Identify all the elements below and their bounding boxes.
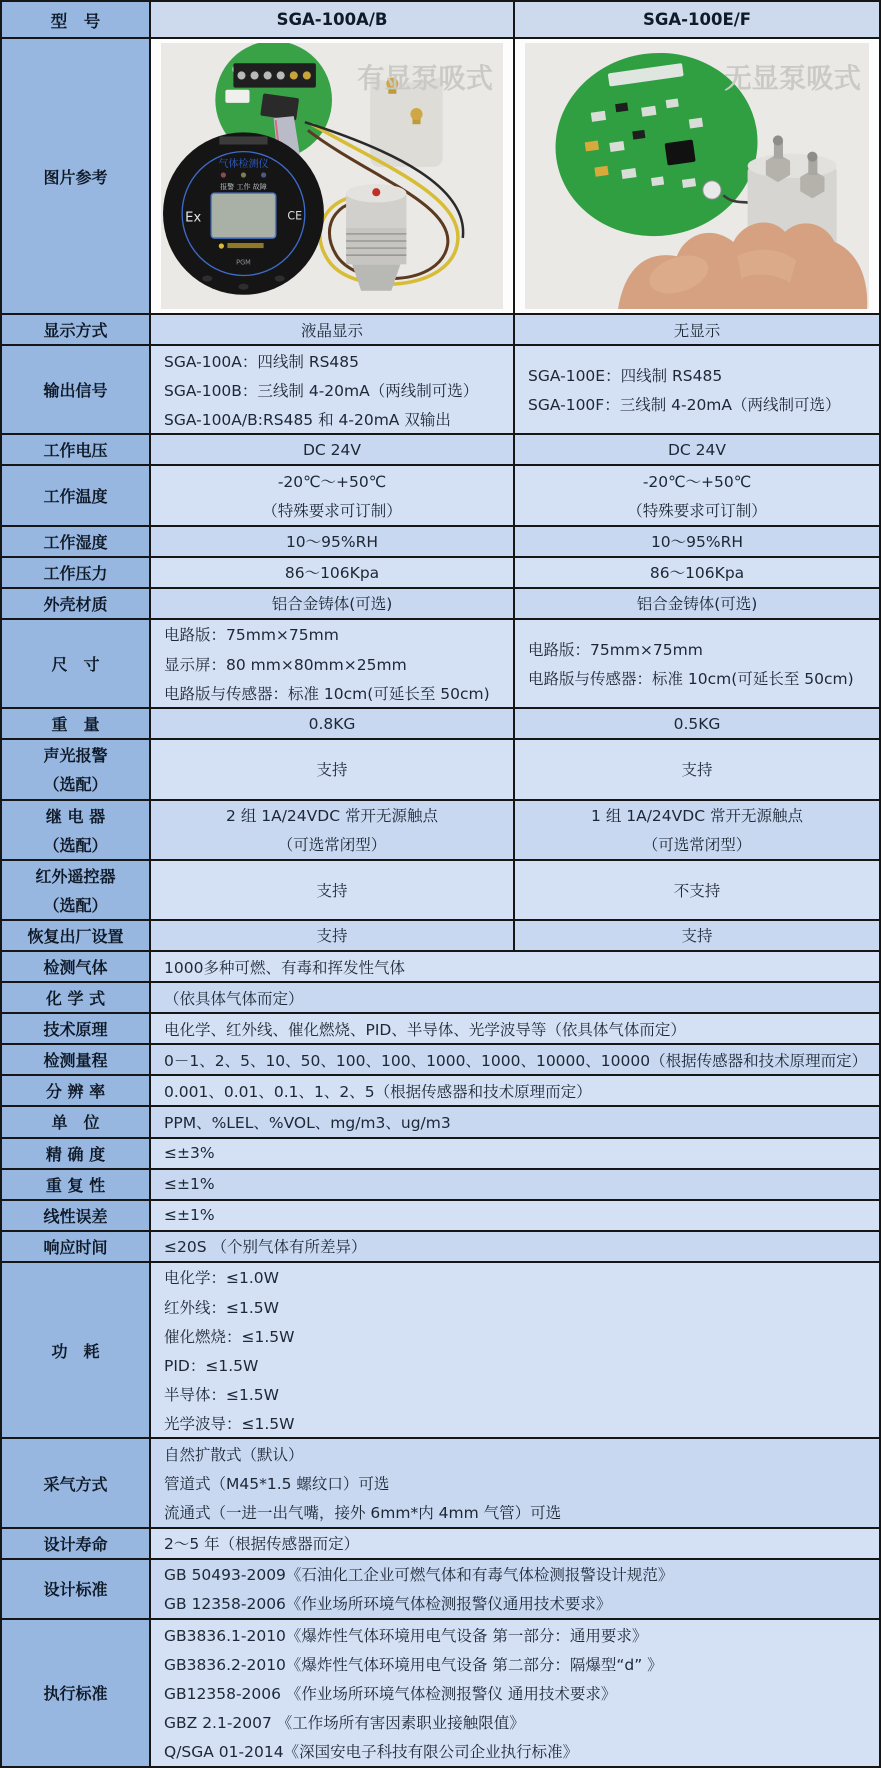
spec-row-7-value-a-line: 显示屏：80 mm×80mm×25mm bbox=[164, 655, 407, 674]
spec-row-9-value-a-cell bbox=[151, 740, 515, 798]
spec-row-10-value-b-line: （可选常闭型） bbox=[642, 836, 752, 855]
right-photo-watermark: 无显泵吸式 bbox=[724, 63, 861, 95]
spec-row-6-label-cell bbox=[2, 589, 151, 618]
spec-row-17-label-cell bbox=[2, 1076, 151, 1105]
spec-row-7-value-a-cell bbox=[151, 620, 515, 707]
spec-row-15-label-line: 技术原理 bbox=[43, 1020, 108, 1040]
spec-row-17 bbox=[2, 1076, 879, 1107]
pgm-text: PGM bbox=[236, 258, 251, 267]
spec-row-22 bbox=[2, 1232, 879, 1263]
left-photo-watermark: 有显泵吸式 bbox=[357, 63, 493, 95]
spec-row-2-value-b-line: DC 24V bbox=[667, 440, 726, 459]
header-model-a: SGA-100A/B bbox=[276, 10, 388, 29]
header-model-a-cell bbox=[151, 2, 515, 37]
spec-row-3-value-b-line: -20℃～+50℃ bbox=[642, 473, 752, 492]
spec-row-9-label-cell bbox=[2, 740, 151, 798]
spec-row-24-label-cell bbox=[2, 1439, 151, 1526]
spec-row-8-label-cell bbox=[2, 709, 151, 738]
spec-row-1-label-line: 输出信号 bbox=[43, 381, 108, 401]
spec-row-10-value-b-cell bbox=[515, 801, 879, 859]
spec-row-26-value-line: GB 12358-2006《作业场所环境气体检测报警仪通用技术要求》 bbox=[164, 1595, 612, 1614]
spec-row-3-value-a-line: -20℃～+50℃ bbox=[277, 473, 387, 492]
spec-row-0-value-a-cell bbox=[151, 315, 515, 344]
spec-row-16-label-cell bbox=[2, 1045, 151, 1074]
spec-row-9-value-b-line: 支持 bbox=[681, 761, 713, 780]
spec-row-5-value-b-line: 86～106Kpa bbox=[649, 564, 745, 583]
photo-right-illustration bbox=[525, 43, 869, 309]
spec-row-24-label-line: 采气方式 bbox=[43, 1474, 108, 1494]
spec-row-22-label-cell bbox=[2, 1232, 151, 1261]
spec-row-18-value-line: PPM、%LEL、%VOL、mg/m3、ug/m3 bbox=[164, 1113, 451, 1132]
spec-row-23-label-line: 功 耗 bbox=[51, 1341, 100, 1361]
spec-row-6-label-line: 外壳材质 bbox=[43, 594, 108, 614]
spec-row-10 bbox=[2, 801, 879, 861]
spec-row-1-value-a-cell bbox=[151, 346, 515, 433]
spec-row-2-label-line: 工作电压 bbox=[43, 441, 108, 461]
photo-cell-left bbox=[151, 39, 515, 313]
spec-row-20 bbox=[2, 1170, 879, 1201]
spec-row-12-label-line: 恢复出厂设置 bbox=[27, 926, 124, 946]
spec-row-7-value-a-line: 电路版与传感器：标准 10cm(可延长至 50cm) bbox=[164, 684, 490, 703]
spec-row-13-value-line: 1000多种可燃、有毒和挥发性气体 bbox=[164, 958, 405, 977]
spec-row-20-label-cell bbox=[2, 1170, 151, 1199]
spec-row-24-value-line: 管道式（M45*1.5 螺纹口）可选 bbox=[164, 1475, 390, 1494]
spec-row-1-value-b-line: SGA-100E：四线制 RS485 bbox=[528, 367, 723, 386]
spec-row-15-value-cell bbox=[151, 1014, 879, 1043]
spec-row-24-value-line: 流通式（一进一出气嘴，接外 6mm*内 4mm 气管）可选 bbox=[164, 1504, 562, 1523]
spec-row-23-value-line: 光学波导：≤1.5W bbox=[164, 1414, 295, 1433]
spec-row-3-value-b-cell bbox=[515, 466, 879, 524]
spec-row-0-value-b-cell bbox=[515, 315, 879, 344]
spec-row-22-value-cell bbox=[151, 1232, 879, 1261]
spec-row-12-value-b-line: 支持 bbox=[681, 927, 713, 946]
spec-row-25 bbox=[2, 1529, 879, 1560]
spec-row-10-label-cell bbox=[2, 801, 151, 859]
spec-row-12-value-a-line: 支持 bbox=[316, 927, 348, 946]
detector-title-text: 气体检测仪 bbox=[218, 158, 269, 170]
spec-row-6-value-b-line: 铝合金铸体(可选) bbox=[636, 595, 758, 614]
spec-row-10-value-b-line: 1 组 1A/24VDC 常开无源触点 bbox=[591, 807, 803, 826]
spec-row-3-value-a-cell bbox=[151, 466, 515, 524]
spec-row-8 bbox=[2, 709, 879, 740]
spec-row-21-value-cell bbox=[151, 1201, 879, 1230]
spec-row-27-value-cell bbox=[151, 1620, 879, 1765]
spec-row-16-value-line: 0－1、2、5、10、50、100、100、1000、1000、10000、10000（根据传感器和技术原理而定） bbox=[164, 1051, 868, 1070]
ce-mark: CE bbox=[287, 209, 303, 223]
spec-row-6-value-b-cell bbox=[515, 589, 879, 618]
spec-row-0-value-b-line: 无显示 bbox=[673, 321, 721, 340]
spec-row-0-label-cell bbox=[2, 315, 151, 344]
spec-row-7-label-line: 尺 寸 bbox=[51, 655, 100, 675]
spec-row-1-value-b-cell bbox=[515, 346, 879, 433]
spec-row-2-value-b-cell bbox=[515, 435, 879, 464]
spec-row-27-value-line: Q/SGA 01-2014《深国安电子科技有限公司企业执行标准》 bbox=[164, 1742, 579, 1761]
spec-row-12-value-a-cell bbox=[151, 921, 515, 950]
spec-row-10-value-a-line: （可选常闭型） bbox=[277, 836, 387, 855]
spec-row-24-value-line: 自然扩散式（默认） bbox=[164, 1446, 304, 1465]
spec-row-27 bbox=[2, 1620, 879, 1765]
spec-row-3-value-b-line: （特殊要求可订制） bbox=[627, 502, 767, 521]
spec-row-23-label-cell bbox=[2, 1263, 151, 1438]
spec-row-25-value-line: 2～5 年（根据传感器而定） bbox=[164, 1535, 360, 1554]
spec-row-16 bbox=[2, 1045, 879, 1076]
spec-row-0-label-line: 显示方式 bbox=[43, 321, 108, 341]
spec-row-26-value-cell bbox=[151, 1560, 879, 1618]
detector-led-labels: 报警 工作 故障 bbox=[220, 182, 267, 192]
photo-left-illustration bbox=[161, 43, 503, 309]
spec-row-1-value-a-line: SGA-100A/B:RS485 和 4-20mA 双输出 bbox=[164, 410, 451, 429]
spec-row-20-label-line: 重 复 性 bbox=[45, 1175, 106, 1195]
spec-row-15-value-line: 电化学、红外线、催化燃烧、PID、半导体、光学波导等（依具体气体而定） bbox=[164, 1020, 686, 1039]
spec-row-16-value-cell bbox=[151, 1045, 879, 1074]
photo-cell-right bbox=[515, 39, 879, 313]
spec-row-13 bbox=[2, 952, 879, 983]
spec-row-18-label-cell bbox=[2, 1107, 151, 1136]
spec-row-2-value-a-line: DC 24V bbox=[302, 440, 361, 459]
spec-row-4-value-b-line: 10～95%RH bbox=[650, 533, 744, 552]
spec-row-15-label-cell bbox=[2, 1014, 151, 1043]
spec-row-11-value-b-cell bbox=[515, 861, 879, 919]
spec-row-18-value-cell bbox=[151, 1107, 879, 1136]
spec-row-26 bbox=[2, 1560, 879, 1620]
image-row-label-cell bbox=[2, 39, 151, 313]
spec-row-7-value-b-cell bbox=[515, 620, 879, 707]
spec-row-17-value-cell bbox=[151, 1076, 879, 1105]
spec-row-5 bbox=[2, 558, 879, 589]
spec-row-4 bbox=[2, 527, 879, 558]
spec-row-9 bbox=[2, 740, 879, 800]
spec-row-19-value-cell bbox=[151, 1139, 879, 1168]
spec-row-18-label-line: 单 位 bbox=[51, 1113, 100, 1133]
spec-row-8-value-b-cell bbox=[515, 709, 879, 738]
spec-row-13-value-cell bbox=[151, 952, 879, 981]
spec-row-19 bbox=[2, 1139, 879, 1170]
spec-row-19-value-line: ≤±3% bbox=[164, 1144, 215, 1163]
spec-row-1-value-a-line: SGA-100B：三线制 4-20mA（两线制可选） bbox=[164, 381, 479, 400]
spec-row-1 bbox=[2, 346, 879, 435]
spec-row-23-value-line: 半导体：≤1.5W bbox=[164, 1385, 279, 1404]
spec-row-17-value-line: 0.001、0.01、0.1、1、2、5（根据传感器和技术原理而定） bbox=[164, 1082, 592, 1101]
spec-row-14-label-line: 化 学 式 bbox=[45, 989, 106, 1009]
spec-row-19-label-line: 精 确 度 bbox=[45, 1144, 106, 1164]
spec-row-5-value-a-line: 86～106Kpa bbox=[284, 564, 380, 583]
spec-row-24-value-cell bbox=[151, 1439, 879, 1526]
spec-row-14-value-cell bbox=[151, 983, 879, 1012]
spec-row-23-value-line: 红外线：≤1.5W bbox=[164, 1298, 279, 1317]
spec-row-11-value-b-line: 不支持 bbox=[673, 881, 721, 900]
spec-row-10-label-line: 继 电 器 bbox=[45, 806, 106, 826]
spec-row-13-label-cell bbox=[2, 952, 151, 981]
spec-row-8-label-line: 重 量 bbox=[51, 715, 100, 735]
spec-row-1-value-b-line: SGA-100F：三线制 4-20mA（两线制可选） bbox=[528, 396, 841, 415]
spec-row-27-label-cell bbox=[2, 1620, 151, 1765]
spec-row-7 bbox=[2, 620, 879, 709]
header-model-label: 型 号 bbox=[50, 11, 101, 31]
spec-row-23-value-line: 催化燃烧：≤1.5W bbox=[164, 1327, 295, 1346]
spec-row-0 bbox=[2, 315, 879, 346]
spec-row-12-value-b-cell bbox=[515, 921, 879, 950]
spec-row-27-label-line: 执行标准 bbox=[43, 1684, 108, 1704]
spec-row-11 bbox=[2, 861, 879, 921]
detector-face-icon bbox=[163, 132, 324, 294]
spec-row-16-label-line: 检测量程 bbox=[43, 1051, 108, 1071]
spec-row-24 bbox=[2, 1439, 879, 1528]
spec-row-6-value-a-line: 铝合金铸体(可选) bbox=[271, 595, 393, 614]
spec-row-25-label-line: 设计寿命 bbox=[43, 1534, 108, 1554]
spec-row-18 bbox=[2, 1107, 879, 1138]
spec-row-27-value-line: GB3836.2-2010《爆炸性气体环境用电气设备 第二部分：隔爆型“d” 》 bbox=[164, 1655, 663, 1674]
spec-row-7-value-b-line: 电路版：75mm×75mm bbox=[528, 641, 703, 660]
spec-row-1-value-a-line: SGA-100A：四线制 RS485 bbox=[164, 352, 360, 371]
spec-row-17-label-line: 分 辨 率 bbox=[45, 1082, 106, 1102]
spec-row-9-label-line: （选配） bbox=[43, 775, 108, 795]
spec-row-5-value-a-cell bbox=[151, 558, 515, 587]
spec-row-7-value-b-line: 电路版与传感器：标准 10cm(可延长至 50cm) bbox=[528, 670, 854, 689]
product-photo-sga100ef bbox=[525, 43, 869, 309]
spec-row-20-value-cell bbox=[151, 1170, 879, 1199]
spec-row-9-value-a-line: 支持 bbox=[316, 761, 348, 780]
spec-row-6 bbox=[2, 589, 879, 620]
spec-row-23-value-line: 电化学：≤1.0W bbox=[164, 1269, 279, 1288]
spec-row-12-label-cell bbox=[2, 921, 151, 950]
spec-row-14-label-cell bbox=[2, 983, 151, 1012]
spec-row-26-label-line: 设计标准 bbox=[43, 1580, 108, 1600]
spec-row-2-label-cell bbox=[2, 435, 151, 464]
spec-row-3-label-line: 工作温度 bbox=[43, 487, 108, 507]
header-row bbox=[2, 2, 879, 39]
spec-row-4-label-line: 工作湿度 bbox=[43, 532, 108, 552]
spec-row-23 bbox=[2, 1263, 879, 1440]
product-photo-sga100ab bbox=[161, 43, 503, 309]
spec-row-10-value-a-cell bbox=[151, 801, 515, 859]
spec-row-5-value-b-cell bbox=[515, 558, 879, 587]
spec-row-11-label-line: 红外遥控器 bbox=[35, 866, 116, 886]
spec-row-12 bbox=[2, 921, 879, 952]
spec-row-14-value-line: （依具体气体而定） bbox=[164, 989, 304, 1008]
header-model-b-cell bbox=[515, 2, 879, 37]
spec-row-3 bbox=[2, 466, 879, 526]
spec-row-21-label-line: 线性误差 bbox=[43, 1206, 108, 1226]
spec-row-9-value-b-cell bbox=[515, 740, 879, 798]
spec-row-4-value-b-cell bbox=[515, 527, 879, 556]
spec-row-8-value-a-cell bbox=[151, 709, 515, 738]
spec-row-4-label-cell bbox=[2, 527, 151, 556]
spec-row-15 bbox=[2, 1014, 879, 1045]
spec-row-27-value-line: GB12358-2006 《作业场所环境气体检测报警仪 通用技术要求》 bbox=[164, 1684, 617, 1703]
spec-row-25-label-cell bbox=[2, 1529, 151, 1558]
spec-row-7-value-a-line: 电路版：75mm×75mm bbox=[164, 626, 339, 645]
spec-row-10-value-a-line: 2 组 1A/24VDC 常开无源触点 bbox=[226, 807, 438, 826]
spec-row-22-value-line: ≤20S （个别气体有所差异） bbox=[164, 1238, 367, 1257]
spec-row-8-value-a-line: 0.8KG bbox=[308, 714, 356, 733]
spec-row-22-label-line: 响应时间 bbox=[43, 1237, 108, 1257]
spec-row-4-value-a-line: 10～95%RH bbox=[285, 533, 379, 552]
spec-row-11-value-a-cell bbox=[151, 861, 515, 919]
spec-row-19-label-cell bbox=[2, 1139, 151, 1168]
spec-row-2-value-a-cell bbox=[151, 435, 515, 464]
image-row-label: 图片参考 bbox=[43, 167, 108, 187]
header-model-label-cell bbox=[2, 2, 151, 37]
spec-row-11-label-line: （选配） bbox=[43, 895, 108, 915]
spec-row-1-label-cell bbox=[2, 346, 151, 433]
spec-row-2 bbox=[2, 435, 879, 466]
spec-row-8-value-b-line: 0.5KG bbox=[673, 714, 721, 733]
ex-mark: Ex bbox=[185, 210, 202, 226]
spec-row-14 bbox=[2, 983, 879, 1014]
spec-row-11-label-cell bbox=[2, 861, 151, 919]
spec-row-21-value-line: ≤±1% bbox=[164, 1206, 215, 1225]
spec-row-11-value-a-line: 支持 bbox=[316, 881, 348, 900]
spec-row-20-value-line: ≤±1% bbox=[164, 1175, 215, 1194]
spec-row-0-value-a-line: 液晶显示 bbox=[300, 321, 363, 340]
spec-row-10-label-line: （选配） bbox=[43, 835, 108, 855]
spec-row-13-label-line: 检测气体 bbox=[43, 958, 108, 978]
spec-row-9-label-line: 声光报警 bbox=[43, 746, 108, 766]
spec-row-3-value-a-line: （特殊要求可订制） bbox=[262, 502, 402, 521]
spec-row-26-value-line: GB 50493-2009《石油化工企业可燃气体和有毒气体检测报警设计规范》 bbox=[164, 1566, 674, 1585]
spec-row-27-value-line: GB3836.1-2010《爆炸性气体环境用电气设备 第一部分：通用要求》 bbox=[164, 1626, 648, 1645]
spec-row-25-value-cell bbox=[151, 1529, 879, 1558]
spec-row-27-value-line: GBZ 2.1-2007 《工作场所有害因素职业接触限值》 bbox=[164, 1713, 525, 1732]
spec-row-4-value-a-cell bbox=[151, 527, 515, 556]
spec-rows bbox=[2, 315, 879, 1766]
spec-row-7-label-cell bbox=[2, 620, 151, 707]
spec-row-26-label-cell bbox=[2, 1560, 151, 1618]
image-reference-row bbox=[2, 39, 879, 315]
spec-row-21 bbox=[2, 1201, 879, 1232]
spec-row-6-value-a-cell bbox=[151, 589, 515, 618]
spec-row-5-label-line: 工作压力 bbox=[43, 563, 108, 583]
spec-row-3-label-cell bbox=[2, 466, 151, 524]
spec-row-23-value-line: PID：≤1.5W bbox=[164, 1356, 259, 1375]
spec-row-5-label-cell bbox=[2, 558, 151, 587]
spec-row-23-value-cell bbox=[151, 1263, 879, 1438]
header-model-b: SGA-100E/F bbox=[642, 10, 752, 29]
spec-row-21-label-cell bbox=[2, 1201, 151, 1230]
